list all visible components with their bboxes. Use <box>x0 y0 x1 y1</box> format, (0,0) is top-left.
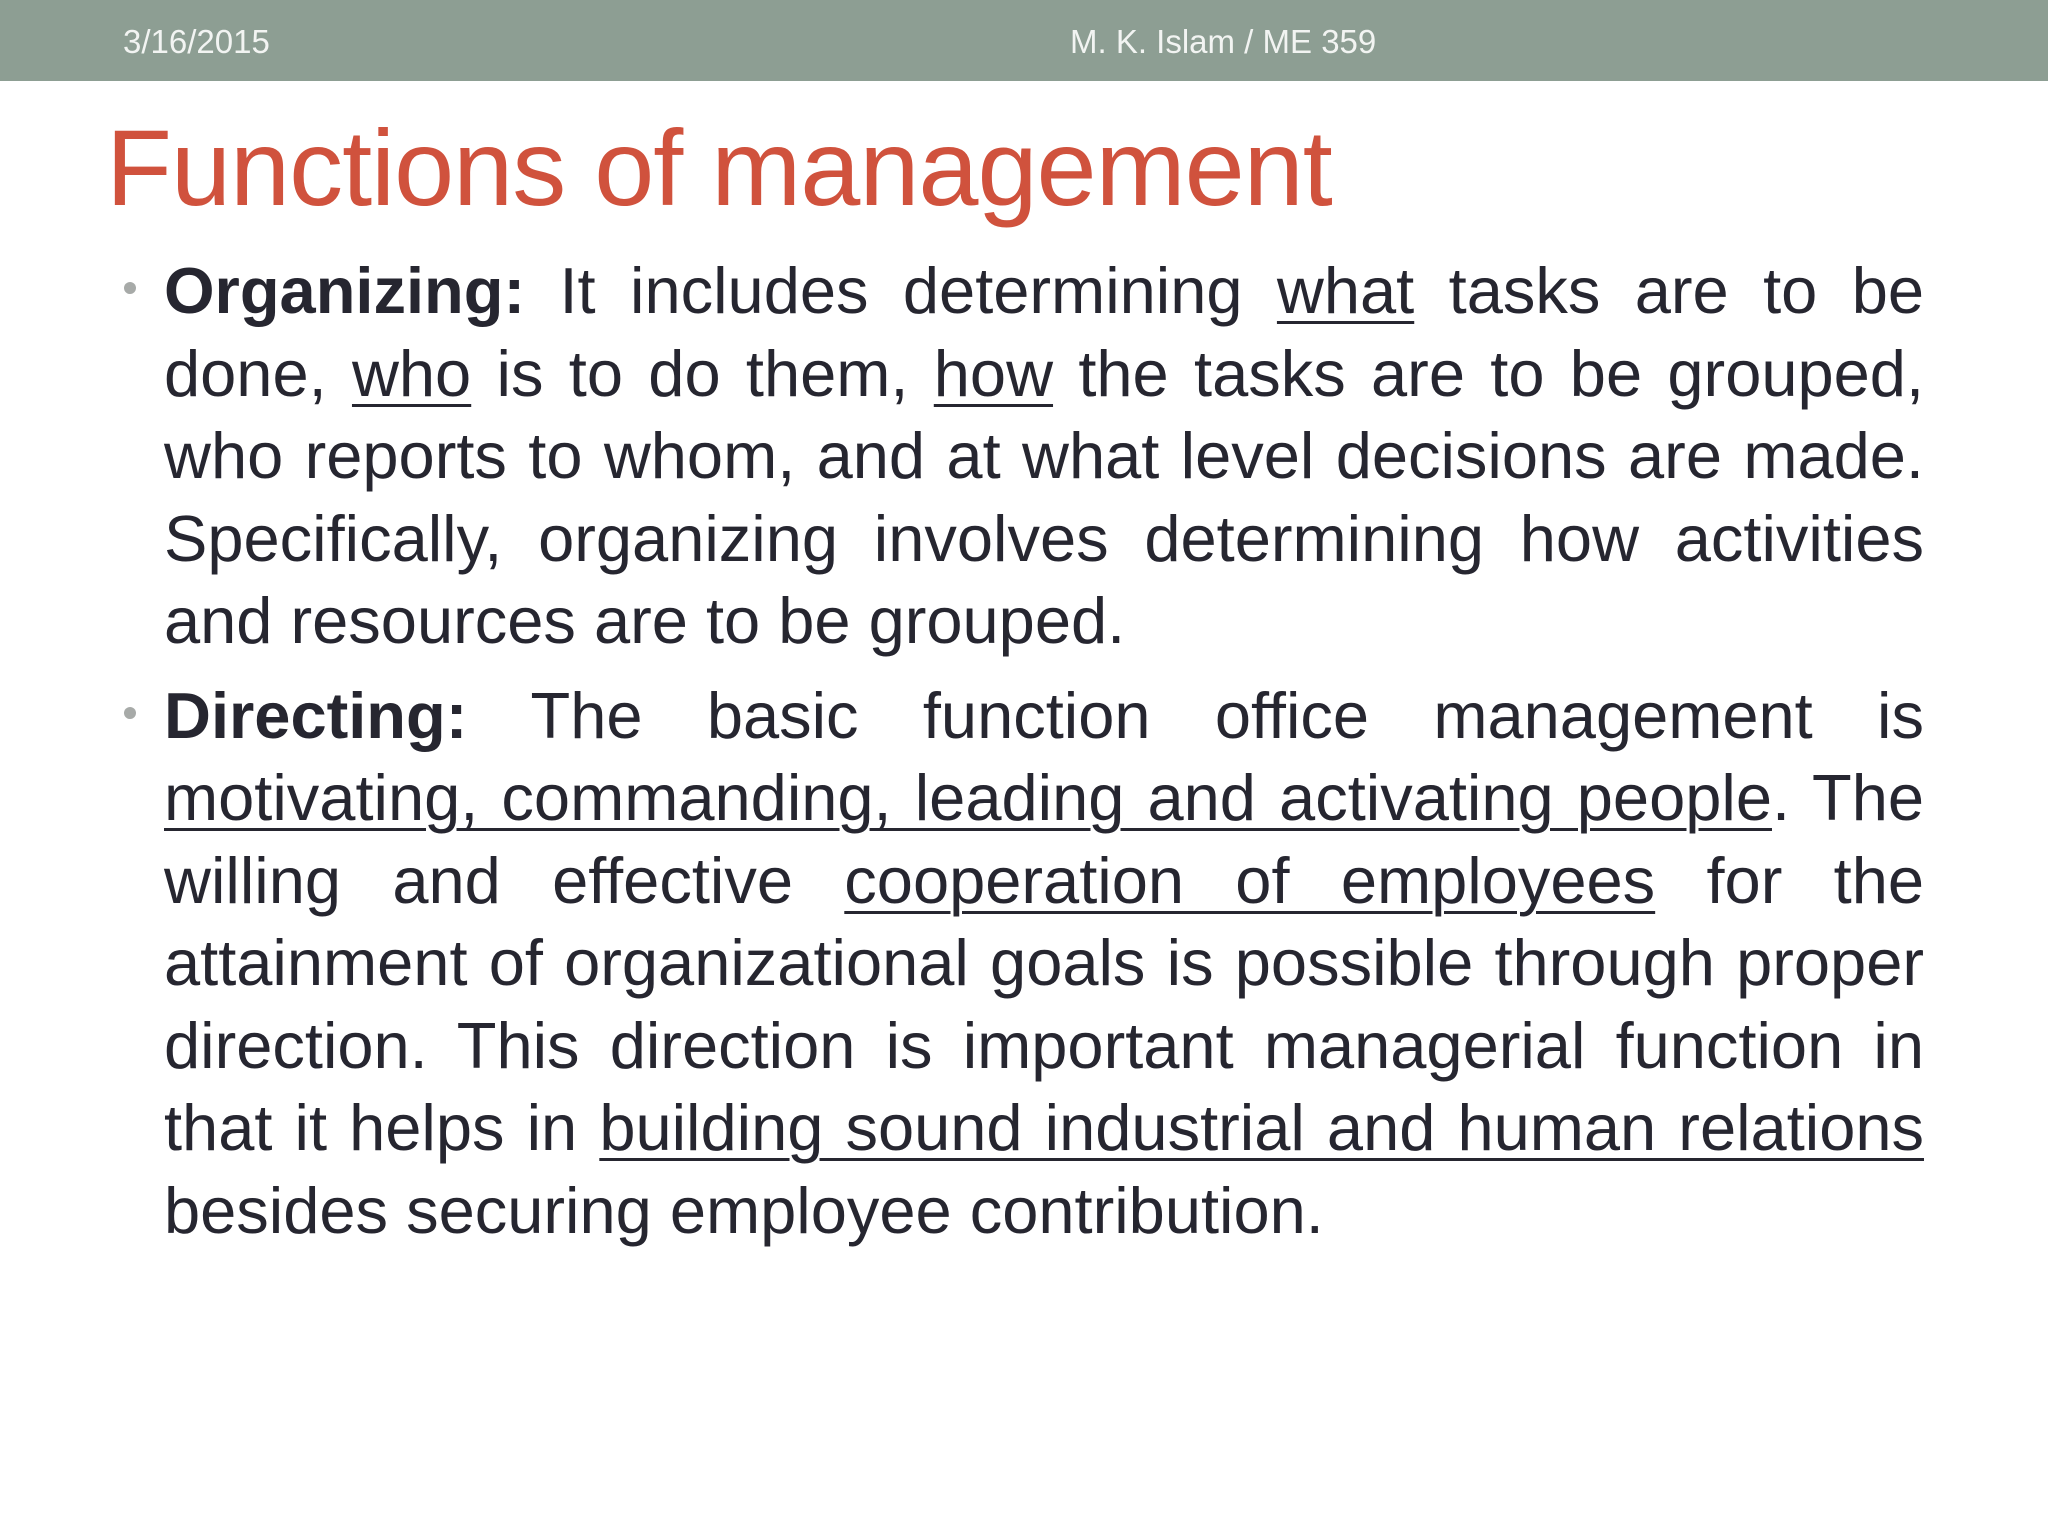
text-segment: The basic function office management is <box>467 678 1924 752</box>
underlined-motivating: motivating, commanding, leading and activating people <box>164 761 1772 834</box>
underlined-who: who <box>351 336 472 410</box>
header-author: M. K. Islam / ME 359 <box>1070 23 1377 60</box>
bullet-organizing <box>0 250 2048 663</box>
bullet-text-directing <box>164 675 1924 1253</box>
term-directing: Directing: <box>164 678 468 752</box>
underlined-cooperation: cooperation of employees <box>844 843 1656 917</box>
bullet-dot <box>124 707 136 719</box>
text-segment: the tasks are to be grouped, who reports to whom, and at what level decisions are made. Specifically, organizing involves determining how activities and resources are to be grouped. <box>164 336 1925 657</box>
bullet-text-organizing <box>164 250 1924 663</box>
text-segment: for the attainment of organizational goals is possible through proper direction. This direction is important managerial function in that it helps in <box>164 843 1925 1164</box>
underlined-what: what <box>1276 254 1415 327</box>
text-segment: It includes determining <box>525 254 1277 327</box>
slide-title: Functions of management <box>106 107 1332 228</box>
text-segment: is to do them, <box>471 336 934 410</box>
header-bar <box>0 0 2048 81</box>
text-segment: . The willing and effective <box>164 761 1924 917</box>
text-segment: besides securing employee contribution. <box>164 1173 1324 1247</box>
header-date: 3/16/2015 <box>123 23 270 60</box>
bullet-list <box>0 250 2048 1264</box>
underlined-how: how <box>933 336 1054 410</box>
text-segment: tasks are to be done, <box>164 254 1924 410</box>
term-organizing: Organizing: <box>164 254 526 327</box>
underlined-relations: building sound industrial and human relations <box>599 1091 1924 1164</box>
bullet-dot <box>124 282 136 294</box>
bullet-directing <box>0 675 2048 1253</box>
